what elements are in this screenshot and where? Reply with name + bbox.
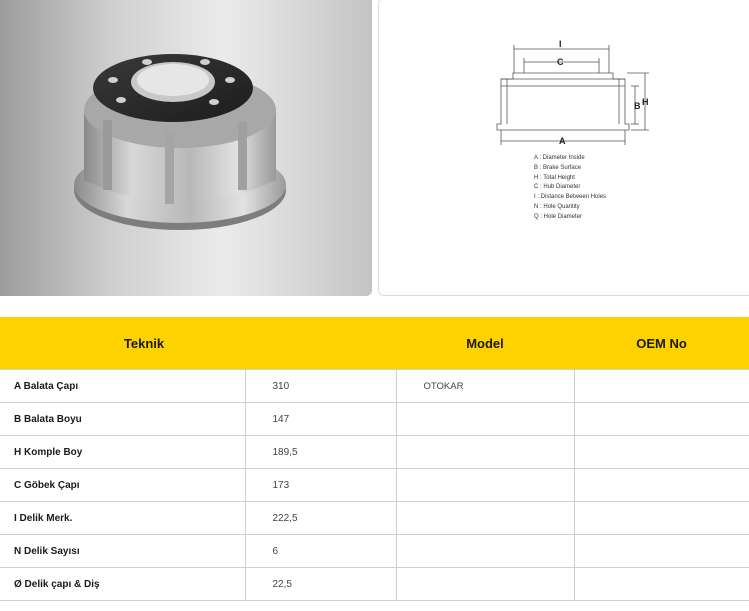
legend-item: C : Hub Diameter xyxy=(534,184,581,191)
table-header-row xyxy=(0,317,749,370)
spec-label: A Balata Çapı xyxy=(0,370,245,403)
brake-drum-image xyxy=(0,0,372,296)
legend-item: N : Hole Quantity xyxy=(534,203,580,210)
dim-label-h: H xyxy=(642,97,649,107)
spec-value: 22,5 xyxy=(245,568,396,601)
spec-model xyxy=(396,535,574,568)
spec-value: 173 xyxy=(245,469,396,502)
header-model: Model xyxy=(396,317,574,370)
spec-value: 189,5 xyxy=(245,436,396,469)
spec-model xyxy=(396,568,574,601)
spec-label: H Komple Boy xyxy=(0,436,245,469)
spec-value: 147 xyxy=(245,403,396,436)
product-photo xyxy=(0,0,372,296)
legend-item: B : Brake Surface xyxy=(534,164,582,171)
dim-label-i: I xyxy=(559,39,562,49)
spec-table xyxy=(0,317,749,601)
spec-oem xyxy=(574,403,749,436)
table-row xyxy=(0,535,749,568)
table-row xyxy=(0,469,749,502)
dim-label-c: C xyxy=(557,57,564,67)
spec-oem xyxy=(574,436,749,469)
spec-model xyxy=(396,403,574,436)
table-row xyxy=(0,403,749,436)
spec-oem xyxy=(574,502,749,535)
dim-label-b: B xyxy=(634,101,641,111)
spec-label: Ø Delik çapı & Diş xyxy=(0,568,245,601)
table-row xyxy=(0,436,749,469)
table-row xyxy=(0,568,749,601)
legend-item: H : Total Height xyxy=(534,174,575,181)
spec-oem xyxy=(574,370,749,403)
spec-model xyxy=(396,436,574,469)
spec-model: OTOKAR xyxy=(396,370,574,403)
spec-value: 222,5 xyxy=(245,502,396,535)
legend-item: I : Distance Between Holes xyxy=(534,194,607,201)
table-row xyxy=(0,370,749,403)
spec-oem xyxy=(574,568,749,601)
header-oem: OEM No xyxy=(574,317,749,370)
spec-label: B Balata Boyu xyxy=(0,403,245,436)
legend-item: Q : Hole Diameter xyxy=(534,213,583,220)
spec-label: C Göbek Çapı xyxy=(0,469,245,502)
spec-model xyxy=(396,469,574,502)
drum-dimension-drawing xyxy=(379,0,749,297)
spec-model xyxy=(396,502,574,535)
dim-label-a: A xyxy=(559,136,566,146)
technical-diagram xyxy=(378,0,749,296)
spec-oem xyxy=(574,535,749,568)
table-row xyxy=(0,502,749,535)
spec-oem xyxy=(574,469,749,502)
spec-label: N Delik Sayısı xyxy=(0,535,245,568)
legend-item: A : Diameter Inside xyxy=(534,155,585,161)
spec-label: I Delik Merk. xyxy=(0,502,245,535)
dimension-legend xyxy=(534,154,606,223)
header-teknik: Teknik xyxy=(0,317,396,370)
spec-value: 310 xyxy=(245,370,396,403)
spec-value: 6 xyxy=(245,535,396,568)
